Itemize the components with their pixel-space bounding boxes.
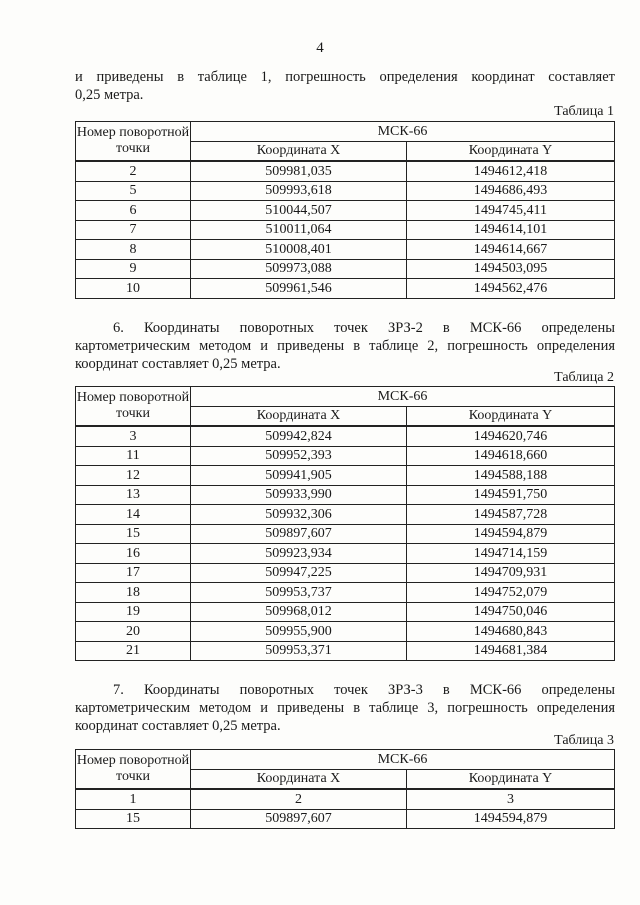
table-row — [76, 485, 615, 505]
cell-coordinate-x: 509947,225 — [191, 563, 407, 583]
intro-line-2: 0,25 метра. — [75, 87, 144, 103]
table-2-caption: Таблица 2 — [554, 370, 614, 385]
header-coordinate-system: МСК-66 — [191, 750, 615, 770]
table-row — [76, 505, 615, 525]
coordinates-table-1 — [75, 121, 615, 299]
table-row — [76, 602, 615, 622]
table-3-caption: Таблица 3 — [554, 733, 614, 748]
cell-coordinate-y: 1494503,095 — [407, 259, 615, 279]
page-number: 4 — [316, 40, 324, 56]
header-coordinate-y: Координата Y — [407, 141, 615, 161]
cell-coordinate-y: 1494614,101 — [407, 220, 615, 240]
cell-point-number: 8 — [76, 240, 191, 260]
paragraph-6-line-1: 6. Координаты поворотных точек ЗРЗ-2 в МСК-66 определены — [113, 320, 615, 336]
table-row — [76, 426, 615, 446]
cell-coordinate-x: 509897,607 — [191, 524, 407, 544]
cell-coordinate-x: 509961,546 — [191, 279, 407, 299]
cell-coordinate-x: 2 — [191, 789, 407, 809]
cell-coordinate-y: 1494591,750 — [407, 485, 615, 505]
cell-coordinate-y: 1494618,660 — [407, 446, 615, 466]
cell-coordinate-y: 1494750,046 — [407, 602, 615, 622]
intro-paragraph — [75, 68, 615, 104]
cell-coordinate-y: 1494709,931 — [407, 563, 615, 583]
table-row — [76, 524, 615, 544]
cell-point-number: 12 — [76, 466, 191, 486]
cell-coordinate-x: 509941,905 — [191, 466, 407, 486]
cell-point-number: 19 — [76, 602, 191, 622]
cell-coordinate-x: 509968,012 — [191, 602, 407, 622]
table-row — [76, 544, 615, 564]
table-row — [76, 181, 615, 201]
cell-coordinate-y: 1494594,879 — [407, 524, 615, 544]
cell-coordinate-y: 1494612,418 — [407, 161, 615, 181]
cell-coordinate-y: 1494620,746 — [407, 426, 615, 446]
cell-point-number: 20 — [76, 622, 191, 642]
cell-point-number: 16 — [76, 544, 191, 564]
cell-coordinate-x: 509973,088 — [191, 259, 407, 279]
paragraph-7 — [75, 681, 615, 735]
cell-coordinate-y: 1494714,159 — [407, 544, 615, 564]
coordinates-table-2 — [75, 386, 615, 661]
cell-point-number: 6 — [76, 201, 191, 221]
cell-coordinate-y: 1494681,384 — [407, 641, 615, 661]
cell-point-number: 18 — [76, 583, 191, 603]
paragraph-7-line-2: картометрическим методом и приведены в таблице 3, погрешность определения — [75, 700, 615, 716]
cell-point-number: 3 — [76, 426, 191, 446]
cell-coordinate-x: 509923,934 — [191, 544, 407, 564]
table-row — [76, 641, 615, 661]
cell-point-number: 11 — [76, 446, 191, 466]
table-row — [76, 279, 615, 299]
cell-coordinate-y: 3 — [407, 789, 615, 809]
table-row — [76, 809, 615, 829]
cell-coordinate-y: 1494614,667 — [407, 240, 615, 260]
cell-coordinate-x: 509933,990 — [191, 485, 407, 505]
table-row — [76, 446, 615, 466]
header-point-number: Номер поворотной точки — [76, 122, 191, 162]
table-row — [76, 259, 615, 279]
cell-point-number: 1 — [76, 789, 191, 809]
table-row — [76, 220, 615, 240]
cell-point-number: 7 — [76, 220, 191, 240]
header-coordinate-system: МСК-66 — [191, 122, 615, 142]
header-coordinate-y: Координата Y — [407, 406, 615, 426]
cell-point-number: 10 — [76, 279, 191, 299]
cell-coordinate-x: 509897,607 — [191, 809, 407, 829]
paragraph-6-line-3: координат составляет 0,25 метра. — [75, 356, 281, 372]
table-row — [76, 622, 615, 642]
paragraph-7-line-1: 7. Координаты поворотных точек ЗРЗ-3 в МСК-66 определены — [113, 682, 615, 698]
header-coordinate-system: МСК-66 — [191, 387, 615, 407]
cell-point-number: 9 — [76, 259, 191, 279]
header-coordinate-y: Координата Y — [407, 769, 615, 789]
cell-coordinate-x: 510011,064 — [191, 220, 407, 240]
cell-coordinate-x: 510008,401 — [191, 240, 407, 260]
table-row — [76, 466, 615, 486]
table-row — [76, 240, 615, 260]
table-row — [76, 789, 615, 809]
cell-point-number: 14 — [76, 505, 191, 525]
cell-coordinate-y: 1494686,493 — [407, 181, 615, 201]
cell-coordinate-x: 509953,371 — [191, 641, 407, 661]
cell-coordinate-x: 510044,507 — [191, 201, 407, 221]
cell-coordinate-x: 509952,393 — [191, 446, 407, 466]
header-coordinate-x: Координата X — [191, 141, 407, 161]
cell-coordinate-x: 509942,824 — [191, 426, 407, 446]
cell-point-number: 15 — [76, 809, 191, 829]
cell-coordinate-x: 509932,306 — [191, 505, 407, 525]
cell-coordinate-y: 1494562,476 — [407, 279, 615, 299]
cell-coordinate-y: 1494680,843 — [407, 622, 615, 642]
header-coordinate-x: Координата X — [191, 406, 407, 426]
cell-point-number: 15 — [76, 524, 191, 544]
cell-coordinate-x: 509993,618 — [191, 181, 407, 201]
cell-point-number: 21 — [76, 641, 191, 661]
cell-coordinate-y: 1494745,411 — [407, 201, 615, 221]
paragraph-7-line-3: координат составляет 0,25 метра. — [75, 718, 281, 734]
paragraph-6 — [75, 319, 615, 373]
table-row — [76, 563, 615, 583]
cell-coordinate-y: 1494752,079 — [407, 583, 615, 603]
cell-coordinate-x: 509953,737 — [191, 583, 407, 603]
table-row — [76, 161, 615, 181]
cell-coordinate-x: 509981,035 — [191, 161, 407, 181]
header-coordinate-x: Координата X — [191, 769, 407, 789]
table-1-caption: Таблица 1 — [554, 104, 614, 119]
cell-coordinate-x: 509955,900 — [191, 622, 407, 642]
table-row — [76, 583, 615, 603]
paragraph-6-line-2: картометрическим методом и приведены в таблице 2, погрешность определения — [75, 338, 615, 354]
header-point-number: Номер поворотной точки — [76, 750, 191, 790]
cell-coordinate-y: 1494587,728 — [407, 505, 615, 525]
cell-point-number: 17 — [76, 563, 191, 583]
coordinates-table-3 — [75, 749, 615, 829]
header-point-number: Номер поворотной точки — [76, 387, 191, 427]
cell-point-number: 2 — [76, 161, 191, 181]
cell-coordinate-y: 1494588,188 — [407, 466, 615, 486]
table-row — [76, 201, 615, 221]
cell-coordinate-y: 1494594,879 — [407, 809, 615, 829]
cell-point-number: 13 — [76, 485, 191, 505]
intro-line-1: и приведены в таблице 1, погрешность определения координат составляет — [75, 69, 615, 85]
cell-point-number: 5 — [76, 181, 191, 201]
